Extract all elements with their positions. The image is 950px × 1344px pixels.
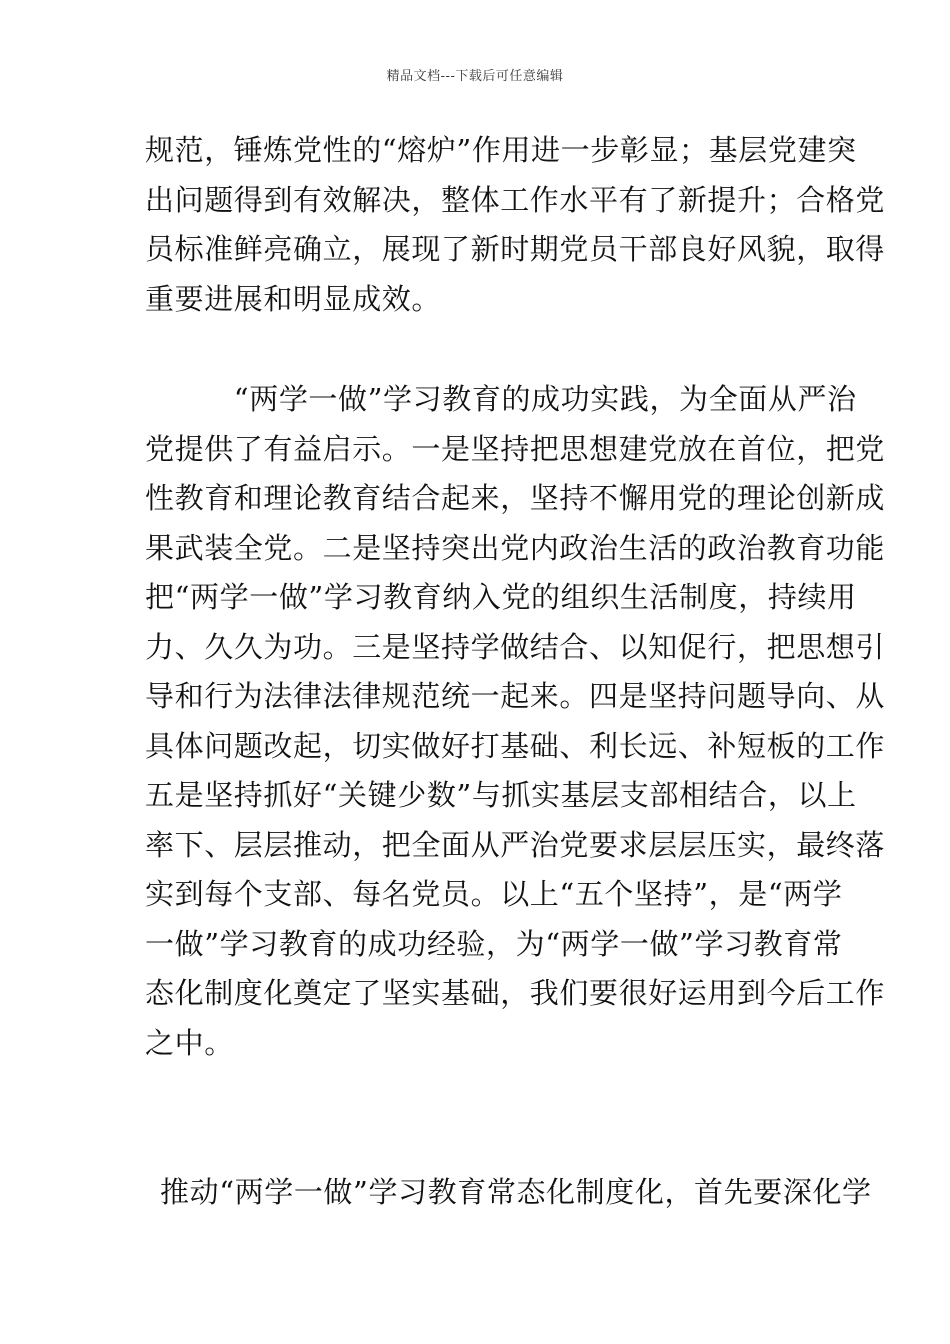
paragraph-line: 率下、层层推动，把全面从严治党要求层层压实，最终落 [145,827,886,862]
paragraph-line: 导和行为法律法律规范统一起来。四是坚持问题导向、从 [145,679,886,713]
paragraph-line: 五是坚持抓好“关键少数”与抓实基层支部相结合，以上 [145,778,857,812]
paragraph-line: 党提供了有益启示。一是坚持把思想建党放在首位，把党 [145,431,886,466]
paragraph-line: 把“两学一做”学习教育纳入党的组织生活制度，持续用 [145,580,857,614]
paragraph-line: 重要进展和明显成效。 [145,281,442,316]
paragraph-line: 员标准鲜亮确立，展现了新时期党员干部良好风貌，取得 [145,232,886,266]
paragraph-line: 一做”学习教育的成功经验，为“两学一做”学习教育常 [145,926,843,961]
paragraph-3 [160,1168,872,1218]
paragraph-line: 推动“两学一做”学习教育常态化制度化，首先要深化学 [160,1175,872,1209]
paragraph-line: 之中。 [145,1025,234,1060]
paragraph-line: 规范，锤炼党性的“熔炉”作用进一步彰显；基层党建突 [145,133,857,167]
page-header: 精品文档---下载后可任意编辑 [386,69,564,84]
paragraph-line: 出问题得到有效解决，整体工作水平有了新提升；合格党 [145,182,886,217]
paragraph-line: 性教育和理论教育结合起来，坚持不懈用党的理论创新成 [145,481,886,515]
paragraph-line: “两学一做”学习教育的成功实践，为全面从严治 [145,382,857,416]
paragraph-line: 果武装全党。二是坚持突出党内政治生活的政治教育功能 [145,530,886,565]
paragraph-line: 实到每个支部、每名党员。以上“五个坚持”，是“两学 [145,877,843,911]
paragraph-line: 具体问题改起，切实做好打基础、利长远、补短板的工作 [145,728,886,763]
paragraph-2 [145,375,886,1068]
paragraph-line: 态化制度化奠定了坚实基础，我们要很好运用到今后工作 [145,976,886,1010]
paragraph-line: 力、久久为功。三是坚持学做结合、以知促行，把思想引 [145,629,886,664]
paragraph-1 [145,126,886,324]
